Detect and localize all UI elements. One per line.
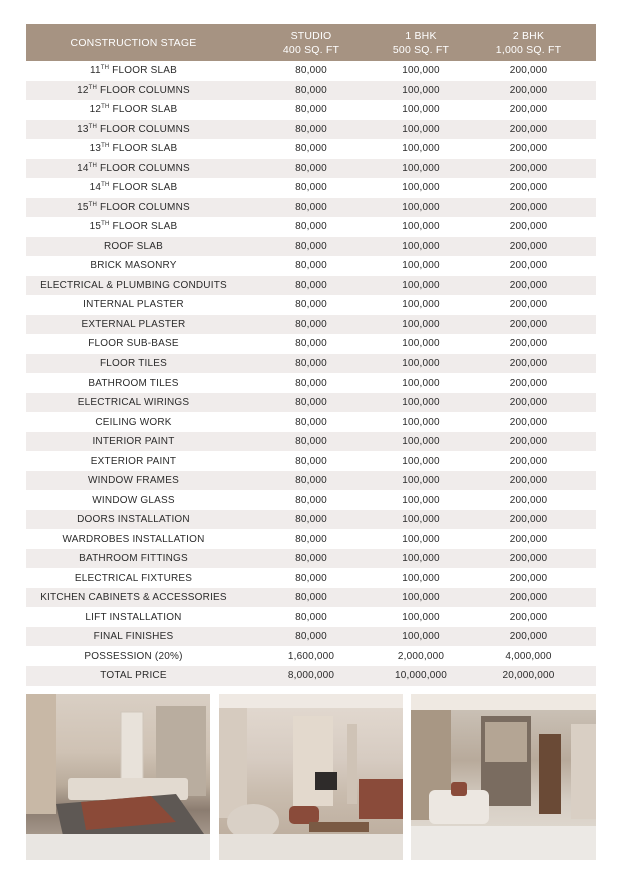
ordinal-suffix: TH bbox=[100, 65, 110, 72]
stage-label: 13 bbox=[89, 143, 102, 155]
table-row bbox=[26, 334, 596, 354]
ordinal-suffix: TH bbox=[101, 182, 110, 189]
1bhk-price-cell: 100,000 bbox=[402, 533, 440, 545]
price-table bbox=[26, 24, 596, 686]
stage-label: ELECTRICAL FIXTURES bbox=[74, 572, 193, 584]
studio-price-cell: 80,000 bbox=[295, 182, 327, 194]
header-1bhk-size: 500 SQ. FT bbox=[392, 43, 450, 56]
2bhk-price-cell: 200,000 bbox=[509, 494, 548, 506]
studio-price-cell: 80,000 bbox=[295, 162, 327, 174]
stage-label: 12 bbox=[77, 84, 89, 96]
stage-label: EXTERIOR PAINT bbox=[90, 455, 177, 467]
stage-label: 14 bbox=[77, 162, 89, 174]
1bhk-price-cell: 100,000 bbox=[402, 143, 440, 155]
stage-label: INTERIOR PAINT bbox=[92, 436, 175, 448]
table-row bbox=[26, 276, 596, 296]
table-row bbox=[26, 256, 596, 276]
stage-cell bbox=[26, 241, 241, 252]
2bhk-price-cell: 200,000 bbox=[509, 553, 548, 565]
header-2bhk bbox=[461, 29, 596, 57]
2bhk-price-cell: 200,000 bbox=[509, 377, 548, 389]
stage-label: WINDOW GLASS bbox=[92, 494, 175, 506]
ordinal-suffix: TH bbox=[88, 162, 98, 169]
stage-cell bbox=[26, 65, 241, 76]
stage-label: ELECTRICAL & PLUMBING CONDUITS bbox=[40, 279, 227, 291]
1bhk-price-cell: 100,000 bbox=[402, 397, 440, 409]
stage-label-rest: FLOOR SLAB bbox=[109, 65, 177, 77]
1bhk-price-cell: 100,000 bbox=[402, 279, 440, 291]
studio-price-cell: 80,000 bbox=[295, 533, 327, 545]
stage-label: FINAL FINISHES bbox=[93, 631, 174, 643]
stage-label: KITCHEN CABINETS & ACCESSORIES bbox=[40, 592, 227, 604]
1bhk-price-cell: 100,000 bbox=[402, 84, 440, 96]
table-row bbox=[26, 568, 596, 588]
studio-price-cell: 80,000 bbox=[295, 260, 327, 272]
stage-cell bbox=[26, 534, 241, 545]
1bhk-price-cell: 100,000 bbox=[402, 357, 440, 369]
2bhk-price-cell: 200,000 bbox=[509, 299, 548, 311]
1bhk-price-cell: 100,000 bbox=[402, 162, 440, 174]
studio-price-cell: 80,000 bbox=[295, 475, 327, 487]
stage-label: BRICK MASONRY bbox=[90, 260, 177, 272]
table-row bbox=[26, 666, 596, 686]
table-row bbox=[26, 607, 596, 627]
1bhk-price-cell: 100,000 bbox=[402, 299, 440, 311]
2bhk-price-cell: 200,000 bbox=[509, 162, 548, 174]
stage-cell bbox=[26, 338, 241, 349]
table-row bbox=[26, 295, 596, 315]
bedroom-illustration bbox=[26, 694, 210, 860]
stage-cell bbox=[26, 319, 241, 330]
stage-label-rest: FLOOR COLUMNS bbox=[97, 84, 190, 96]
1bhk-price-cell: 100,000 bbox=[402, 572, 440, 584]
studio-price-cell: 80,000 bbox=[295, 279, 327, 291]
header-1bhk bbox=[381, 29, 461, 57]
stage-label-rest: FLOOR COLUMNS bbox=[97, 123, 190, 135]
stage-label: ELECTRICAL WIRINGS bbox=[77, 397, 190, 409]
stage-label-rest: FLOOR SLAB bbox=[109, 104, 178, 116]
table-row bbox=[26, 237, 596, 257]
stage-label-rest: FLOOR COLUMNS bbox=[97, 201, 190, 213]
bedroom-photo bbox=[26, 694, 210, 860]
1bhk-price-cell: 100,000 bbox=[402, 553, 440, 565]
2bhk-price-cell: 200,000 bbox=[509, 397, 548, 409]
stage-label: 13 bbox=[77, 123, 89, 135]
1bhk-price-cell: 100,000 bbox=[402, 123, 440, 135]
1bhk-price-cell: 100,000 bbox=[402, 104, 440, 116]
ordinal-suffix: TH bbox=[88, 123, 98, 130]
stage-cell bbox=[26, 417, 241, 428]
header-studio-title: STUDIO bbox=[290, 29, 332, 42]
table-body bbox=[26, 61, 596, 686]
2bhk-price-cell: 200,000 bbox=[509, 279, 548, 291]
2bhk-price-cell: 200,000 bbox=[509, 84, 548, 96]
1bhk-price-cell: 2,000,000 bbox=[397, 650, 445, 662]
stage-cell bbox=[26, 631, 241, 642]
table-header bbox=[26, 24, 596, 61]
1bhk-price-cell: 100,000 bbox=[402, 494, 440, 506]
2bhk-price-cell: 200,000 bbox=[509, 201, 548, 213]
2bhk-price-cell: 200,000 bbox=[509, 475, 548, 487]
header-1bhk-title: 1 BHK bbox=[405, 29, 437, 42]
studio-price-cell: 80,000 bbox=[295, 338, 327, 350]
studio-price-cell: 80,000 bbox=[295, 104, 327, 116]
table-row bbox=[26, 393, 596, 413]
1bhk-price-cell: 100,000 bbox=[402, 338, 440, 350]
studio-price-cell: 80,000 bbox=[295, 84, 327, 96]
2bhk-price-cell: 200,000 bbox=[509, 436, 548, 448]
stage-cell bbox=[26, 182, 241, 193]
1bhk-price-cell: 100,000 bbox=[402, 514, 440, 526]
1bhk-price-cell: 100,000 bbox=[402, 182, 440, 194]
studio-price-cell: 80,000 bbox=[295, 397, 327, 409]
table-row bbox=[26, 139, 596, 159]
stage-cell bbox=[26, 358, 241, 369]
stage-cell bbox=[26, 280, 241, 291]
stage-cell bbox=[26, 143, 241, 154]
stage-cell bbox=[26, 202, 241, 213]
stage-label: ROOF SLAB bbox=[103, 240, 164, 252]
stage-label: DOORS INSTALLATION bbox=[77, 514, 190, 526]
2bhk-price-cell: 200,000 bbox=[509, 416, 548, 428]
2bhk-price-cell: 200,000 bbox=[509, 221, 548, 233]
studio-price-cell: 80,000 bbox=[295, 514, 327, 526]
stage-label: 11 bbox=[90, 65, 101, 77]
stage-cell bbox=[26, 436, 241, 447]
table-row bbox=[26, 120, 596, 140]
table-row bbox=[26, 178, 596, 198]
stage-cell bbox=[26, 378, 241, 389]
stage-cell bbox=[26, 651, 241, 662]
studio-price-cell: 80,000 bbox=[295, 455, 327, 467]
1bhk-price-cell: 100,000 bbox=[402, 201, 440, 213]
stage-label: FLOOR SUB-BASE bbox=[88, 338, 179, 350]
table-row bbox=[26, 627, 596, 647]
studio-price-cell: 80,000 bbox=[295, 357, 327, 369]
stage-label: INTERNAL PLASTER bbox=[83, 299, 184, 311]
ordinal-suffix: TH bbox=[101, 104, 110, 111]
table-row bbox=[26, 159, 596, 179]
stage-cell bbox=[26, 397, 241, 408]
table-row bbox=[26, 646, 596, 666]
table-row bbox=[26, 354, 596, 374]
1bhk-price-cell: 100,000 bbox=[402, 455, 440, 467]
stage-label: WARDROBES INSTALLATION bbox=[62, 533, 205, 545]
studio-price-cell: 80,000 bbox=[295, 611, 327, 623]
ordinal-suffix: TH bbox=[101, 221, 110, 228]
2bhk-price-cell: 200,000 bbox=[509, 631, 548, 643]
2bhk-price-cell: 200,000 bbox=[509, 533, 548, 545]
living-room-photo bbox=[219, 694, 403, 860]
header-stage: CONSTRUCTION STAGE bbox=[70, 36, 197, 49]
stage-label: 14 bbox=[89, 182, 102, 194]
stage-label: 15 bbox=[89, 221, 102, 233]
1bhk-price-cell: 100,000 bbox=[402, 240, 440, 252]
2bhk-price-cell: 4,000,000 bbox=[505, 650, 552, 662]
table-row bbox=[26, 217, 596, 237]
stage-cell bbox=[26, 670, 241, 681]
stage-cell bbox=[26, 456, 241, 467]
photo-strip bbox=[26, 694, 596, 860]
2bhk-price-cell: 200,000 bbox=[509, 338, 548, 350]
studio-price-cell: 80,000 bbox=[295, 201, 327, 213]
stage-cell bbox=[26, 612, 241, 623]
table-row bbox=[26, 471, 596, 491]
header-studio-size: 400 SQ. FT bbox=[282, 43, 340, 56]
stage-label: FLOOR TILES bbox=[99, 357, 168, 369]
table-row bbox=[26, 412, 596, 432]
stage-label: BATHROOM FITTINGS bbox=[79, 553, 188, 565]
table-row bbox=[26, 198, 596, 218]
table-row bbox=[26, 549, 596, 569]
table-row bbox=[26, 490, 596, 510]
2bhk-price-cell: 200,000 bbox=[509, 455, 548, 467]
table-row bbox=[26, 81, 596, 101]
studio-price-cell: 80,000 bbox=[295, 416, 327, 428]
1bhk-price-cell: 100,000 bbox=[402, 318, 440, 330]
studio-price-cell: 80,000 bbox=[295, 553, 327, 565]
living-room-illustration bbox=[219, 694, 403, 860]
2bhk-price-cell: 200,000 bbox=[509, 104, 548, 116]
table-row bbox=[26, 588, 596, 608]
studio-price-cell: 80,000 bbox=[295, 240, 327, 252]
stage-cell bbox=[26, 592, 241, 603]
header-studio bbox=[241, 29, 381, 57]
2bhk-price-cell: 20,000,000 bbox=[502, 670, 555, 682]
stage-cell bbox=[26, 85, 241, 96]
studio-price-cell: 80,000 bbox=[295, 592, 327, 604]
stage-cell bbox=[26, 475, 241, 486]
2bhk-price-cell: 200,000 bbox=[509, 592, 548, 604]
stage-label: 15 bbox=[77, 201, 89, 213]
wardrobe-illustration bbox=[411, 694, 596, 860]
studio-price-cell: 80,000 bbox=[295, 572, 327, 584]
stage-label: LIFT INSTALLATION bbox=[85, 611, 182, 623]
2bhk-price-cell: 200,000 bbox=[509, 65, 548, 77]
1bhk-price-cell: 100,000 bbox=[402, 611, 440, 623]
studio-price-cell: 80,000 bbox=[295, 123, 327, 135]
table-row bbox=[26, 432, 596, 452]
stage-cell bbox=[26, 260, 241, 271]
stage-label-rest: FLOOR SLAB bbox=[109, 221, 178, 233]
1bhk-price-cell: 100,000 bbox=[402, 592, 440, 604]
header-2bhk-title: 2 BHK bbox=[512, 29, 545, 42]
studio-price-cell: 80,000 bbox=[295, 631, 327, 643]
2bhk-price-cell: 200,000 bbox=[509, 514, 548, 526]
stage-label: WINDOW FRAMES bbox=[88, 475, 179, 487]
1bhk-price-cell: 100,000 bbox=[402, 377, 440, 389]
stage-cell bbox=[26, 104, 241, 115]
stage-label-rest: FLOOR SLAB bbox=[109, 143, 178, 155]
ordinal-suffix: TH bbox=[88, 84, 98, 91]
1bhk-price-cell: 100,000 bbox=[402, 631, 440, 643]
stage-cell bbox=[26, 553, 241, 564]
studio-price-cell: 80,000 bbox=[295, 494, 327, 506]
studio-price-cell: 80,000 bbox=[295, 221, 327, 233]
table-row bbox=[26, 529, 596, 549]
table-row bbox=[26, 61, 596, 81]
stage-cell bbox=[26, 514, 241, 525]
table-row bbox=[26, 510, 596, 530]
1bhk-price-cell: 100,000 bbox=[402, 221, 440, 233]
studio-price-cell: 80,000 bbox=[295, 436, 327, 448]
2bhk-price-cell: 200,000 bbox=[509, 182, 548, 194]
table-row bbox=[26, 315, 596, 335]
table-row bbox=[26, 451, 596, 471]
stage-label: CEILING WORK bbox=[95, 416, 172, 428]
wardrobe-corridor-photo bbox=[411, 694, 596, 860]
2bhk-price-cell: 200,000 bbox=[509, 357, 548, 369]
stage-cell bbox=[26, 299, 241, 310]
2bhk-price-cell: 200,000 bbox=[509, 123, 548, 135]
2bhk-price-cell: 200,000 bbox=[509, 260, 548, 272]
1bhk-price-cell: 100,000 bbox=[402, 65, 440, 77]
studio-price-cell: 80,000 bbox=[295, 299, 327, 311]
ordinal-suffix: TH bbox=[101, 143, 110, 150]
stage-label: BATHROOM TILES bbox=[88, 377, 179, 389]
stage-label: POSSESSION (20%) bbox=[84, 650, 183, 662]
stage-label-rest: FLOOR COLUMNS bbox=[97, 162, 190, 174]
header-2bhk-size: 1,000 SQ. FT bbox=[495, 43, 562, 56]
stage-label: TOTAL PRICE bbox=[100, 670, 167, 682]
2bhk-price-cell: 200,000 bbox=[509, 572, 548, 584]
1bhk-price-cell: 100,000 bbox=[402, 260, 440, 272]
1bhk-price-cell: 100,000 bbox=[402, 436, 440, 448]
stage-cell bbox=[26, 124, 241, 135]
stage-cell bbox=[26, 163, 241, 174]
2bhk-price-cell: 200,000 bbox=[509, 143, 548, 155]
ordinal-suffix: TH bbox=[88, 201, 98, 208]
table-row bbox=[26, 373, 596, 393]
1bhk-price-cell: 100,000 bbox=[402, 475, 440, 487]
stage-cell bbox=[26, 495, 241, 506]
studio-price-cell: 80,000 bbox=[295, 377, 327, 389]
stage-label: 12 bbox=[89, 104, 102, 116]
2bhk-price-cell: 200,000 bbox=[509, 318, 548, 330]
studio-price-cell: 80,000 bbox=[295, 65, 327, 77]
table-row bbox=[26, 100, 596, 120]
stage-label-rest: FLOOR SLAB bbox=[109, 182, 178, 194]
1bhk-price-cell: 10,000,000 bbox=[394, 670, 448, 682]
stage-label: EXTERNAL PLASTER bbox=[81, 318, 186, 330]
studio-price-cell: 80,000 bbox=[295, 318, 327, 330]
studio-price-cell: 80,000 bbox=[295, 143, 327, 155]
studio-price-cell: 8,000,000 bbox=[287, 670, 335, 682]
2bhk-price-cell: 200,000 bbox=[509, 240, 548, 252]
2bhk-price-cell: 200,000 bbox=[509, 611, 548, 623]
1bhk-price-cell: 100,000 bbox=[402, 416, 440, 428]
stage-cell bbox=[26, 221, 241, 232]
stage-cell bbox=[26, 573, 241, 584]
studio-price-cell: 1,600,000 bbox=[287, 650, 335, 662]
